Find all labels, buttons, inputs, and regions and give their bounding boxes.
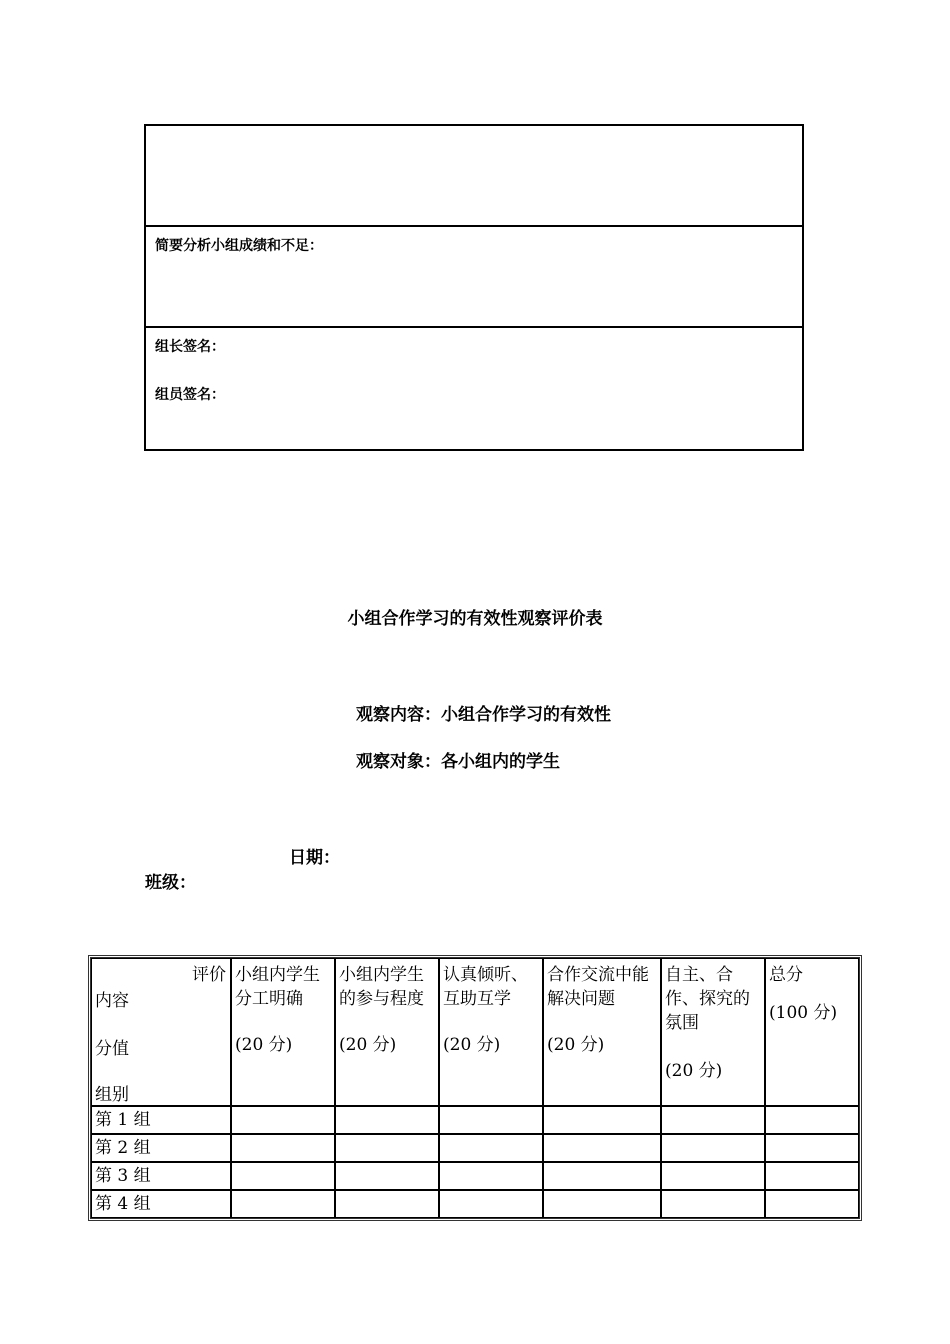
blank-section	[146, 126, 802, 227]
table-row	[91, 1134, 859, 1162]
member-sign-label: 组员签名：	[155, 387, 225, 403]
evaluation-table	[88, 955, 862, 1221]
column-header-total: 总分 (100 分)	[765, 958, 859, 1106]
class-label: 班级：	[145, 873, 196, 893]
column-header: 小组内学生的参与程度 (20 分)	[335, 958, 439, 1106]
observation-content: 观察内容：小组合作学习的有效性	[356, 705, 611, 725]
column-header: 认真倾听、互助互学 (20 分)	[439, 958, 543, 1106]
observation-target: 观察对象：各小组内的学生	[356, 752, 560, 772]
group-label: 第 3 组	[91, 1162, 231, 1190]
column-header: 小组内学生分工明确 (20 分)	[231, 958, 335, 1106]
corner-eval: 评价	[192, 965, 226, 985]
corner-score: 分值	[95, 1039, 129, 1059]
group-label: 第 1 组	[91, 1106, 231, 1134]
signature-section	[146, 328, 802, 449]
summary-box	[144, 124, 804, 451]
table-row	[91, 1190, 859, 1218]
table-header-row	[91, 958, 859, 1106]
corner-content: 内容	[95, 991, 129, 1011]
corner-cell	[91, 958, 231, 1106]
date-label: 日期：	[289, 848, 340, 868]
table-row	[91, 1162, 859, 1190]
group-label: 第 2 组	[91, 1134, 231, 1162]
group-label: 第 4 组	[91, 1190, 231, 1218]
column-header: 自主、合作、探究的氛围 (20 分)	[661, 958, 765, 1106]
page-title: 小组合作学习的有效性观察评价表	[347, 609, 603, 629]
column-header: 合作交流中能解决问题 (20 分)	[543, 958, 661, 1106]
analysis-section	[146, 227, 802, 328]
corner-group: 组别	[95, 1085, 129, 1105]
analysis-label: 简要分析小组成绩和不足：	[155, 238, 323, 254]
leader-sign-label: 组长签名：	[155, 339, 225, 355]
table-row	[91, 1106, 859, 1134]
